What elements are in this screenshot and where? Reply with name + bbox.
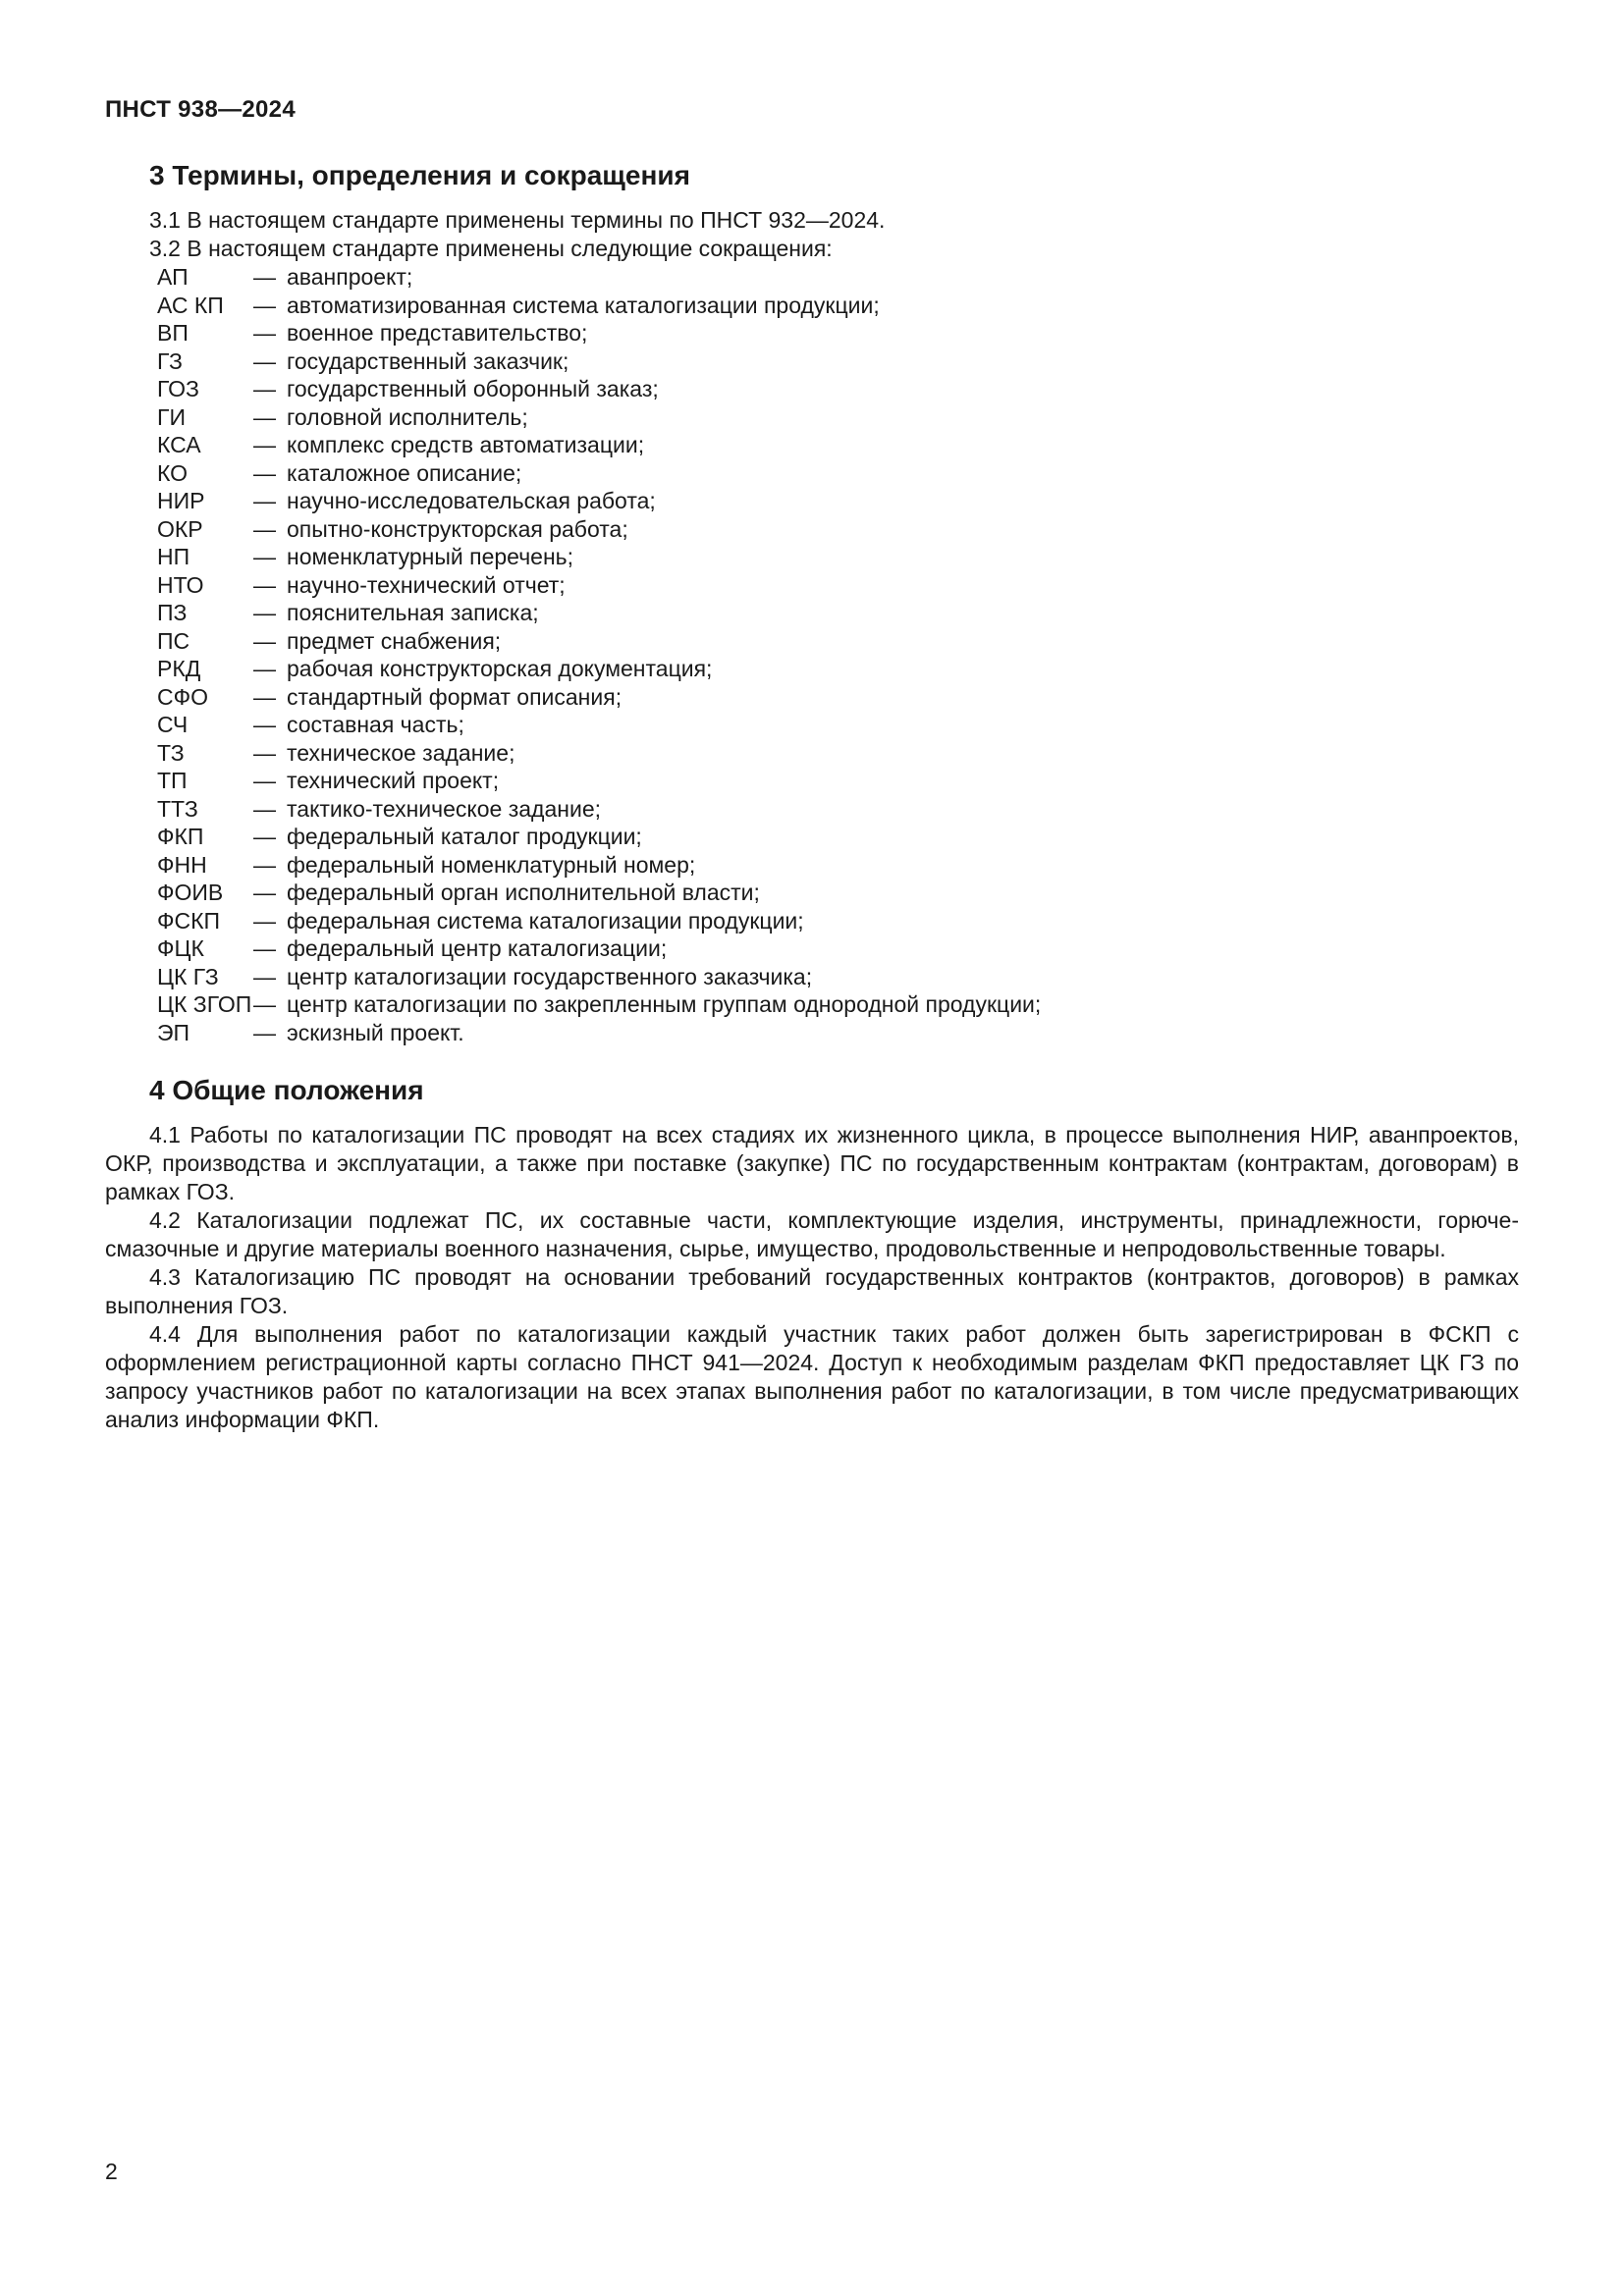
abbreviation-definition: головной исполнитель; [287, 403, 528, 430]
abbreviation-definition: федеральный каталог продукции; [287, 824, 642, 849]
abbreviation-row [157, 459, 1519, 488]
abbreviation-definition: составная часть; [287, 712, 464, 737]
abbreviation-dash: — [253, 795, 276, 822]
abbreviation-dash: — [253, 403, 276, 430]
abbreviation-dash: — [253, 824, 276, 849]
abbreviation-dash: — [253, 600, 276, 625]
abbreviation-term: НИР [157, 488, 205, 513]
section-4-paragraph: 4.3 Каталогизацию ПС проводят на основании требований государственных контрактов (контрактов, договоров) в рамках выполнения ГОЗ. [105, 1264, 1519, 1318]
abbreviation-row [157, 683, 1519, 712]
abbreviation-dash: — [253, 515, 276, 542]
abbreviation-dash: — [253, 571, 276, 598]
abbreviation-row [157, 739, 1519, 768]
abbreviation-term: НП [157, 544, 190, 569]
abbreviation-term: ПС [157, 627, 190, 654]
abbreviation-definition: научно-технический отчет; [287, 571, 566, 598]
abbreviation-term: ВП [157, 320, 189, 346]
abbreviation-definition: центр каталогизации по закрепленным группам однородной продукции; [287, 991, 1042, 1017]
abbreviation-dash: — [253, 907, 276, 934]
abbreviation-row [157, 823, 1519, 851]
abbreviation-definition: техническое задание; [287, 739, 515, 766]
abbreviation-term: ГЗ [157, 347, 183, 374]
abbreviation-term: ТТЗ [157, 795, 198, 822]
abbreviation-term: КО [157, 459, 189, 486]
abbreviation-dash: — [253, 963, 276, 989]
abbreviation-definition: комплекс средств автоматизации; [287, 432, 645, 457]
abbreviation-row [157, 487, 1519, 515]
abbreviation-dash: — [253, 488, 276, 513]
abbreviation-term: ФКП [157, 824, 204, 849]
abbreviation-row [157, 879, 1519, 907]
abbreviation-definition: предмет снабжения; [287, 627, 502, 654]
abbreviation-definition: федеральная система каталогизации продукции; [287, 907, 804, 934]
abbreviation-row [157, 655, 1519, 683]
abbreviation-row [157, 990, 1519, 1019]
abbreviation-term: ЦК ГЗ [157, 963, 219, 989]
abbreviation-term: ОКР [157, 515, 203, 542]
abbreviation-term: ФНН [157, 851, 207, 878]
abbreviation-row [157, 599, 1519, 627]
abbreviation-term: ФСКП [157, 907, 221, 934]
abbreviation-term: КСА [157, 432, 201, 457]
abbreviation-row [157, 319, 1519, 347]
abbreviation-dash: — [253, 432, 276, 457]
abbreviation-dash: — [253, 880, 276, 905]
abbreviation-term: АС КП [157, 292, 224, 318]
abbreviation-term: ГИ [157, 403, 186, 430]
document-code-header: ПНСТ 938—2024 [105, 96, 296, 123]
abbreviation-row [157, 963, 1519, 991]
abbreviation-dash: — [253, 459, 276, 486]
abbreviation-row [157, 1019, 1519, 1047]
abbreviation-dash: — [253, 991, 276, 1017]
abbreviation-row [157, 571, 1519, 600]
abbreviation-definition: стандартный формат описания; [287, 683, 623, 710]
abbreviation-definition: рабочая конструкторская документация; [287, 656, 713, 681]
section-4-paragraph: 4.1 Работы по каталогизации ПС проводят на всех стадиях их жизненного цикла, в процессе выполнения НИР, аванпроектов, ОКР, производства и эксплуатации, а также при поставке (закупке) ПС по государственным контрактам (контрактам, договорам) в рамках ГОЗ. [105, 1122, 1519, 1204]
abbreviation-definition: федеральный орган исполнительной власти; [287, 880, 760, 905]
abbreviation-definition: каталожное описание; [287, 459, 522, 486]
section-4-paragraph: 4.4 Для выполнения работ по каталогизации каждый участник таких работ должен быть зарегистрирован в ФСКП с оформлением регистрационной карты согласно ПНСТ 941—2024. Доступ к необходимым разделам ФКП предоставляет ЦК ГЗ по запросу участников работ по каталогизации на всех этапах выполнения работ по каталогизации, в том числе предусматривающих анализ информации ФКП. [105, 1321, 1519, 1432]
page-number: 2 [105, 2159, 118, 2184]
abbreviation-term: ГОЗ [157, 376, 199, 401]
abbreviation-dash: — [253, 851, 276, 878]
abbreviation-term: ФОИВ [157, 880, 224, 905]
abbreviation-definition: пояснительная записка; [287, 600, 539, 625]
abbreviation-row [157, 403, 1519, 432]
abbreviation-row [157, 934, 1519, 963]
abbreviation-dash: — [253, 739, 276, 766]
section-3-title: 3 Термины, определения и сокращения [149, 160, 690, 190]
abbreviation-dash: — [253, 683, 276, 710]
abbreviation-row [157, 375, 1519, 403]
abbreviation-dash: — [253, 1019, 276, 1045]
abbreviation-term: ТЗ [157, 739, 185, 766]
abbreviation-term: ЦК ЗГОП [157, 991, 252, 1017]
abbreviation-term: ПЗ [157, 600, 188, 625]
abbreviation-dash: — [253, 264, 276, 290]
abbreviation-term: НТО [157, 571, 204, 598]
section-4-title: 4 Общие положения [149, 1075, 424, 1105]
abbreviation-row [157, 515, 1519, 544]
abbreviation-definition: опытно-конструкторская работа; [287, 515, 628, 542]
paragraph-3-1: 3.1 В настоящем стандарте применены термины по ПНСТ 932—2024. [149, 207, 886, 233]
abbreviation-term: РКД [157, 656, 201, 681]
section-4-paragraphs [105, 1121, 1519, 1434]
abbreviation-dash: — [253, 712, 276, 737]
abbreviation-row [157, 431, 1519, 459]
abbreviation-definition: государственный заказчик; [287, 347, 569, 374]
section-4-paragraph: 4.2 Каталогизации подлежат ПС, их составные части, комплектующие изделия, инструменты, принадлежности, горюче-смазочные и другие материалы военного назначения, сырье, имущество, продовольственные и непродовольственные товары. [105, 1207, 1519, 1261]
abbreviation-row [157, 795, 1519, 824]
abbreviation-term: ЭП [157, 1019, 190, 1045]
abbreviation-definition: номенклатурный перечень; [287, 544, 574, 569]
abbreviations-list [157, 263, 1519, 1046]
abbreviation-definition: государственный оборонный заказ; [287, 376, 659, 401]
abbreviation-term: СФО [157, 683, 208, 710]
abbreviation-term: ТП [157, 768, 188, 793]
abbreviation-definition: тактико-техническое задание; [287, 795, 602, 822]
abbreviation-definition: военное представительство; [287, 320, 588, 346]
abbreviation-definition: научно-исследовательская работа; [287, 488, 656, 513]
abbreviation-definition: федеральный центр каталогизации; [287, 935, 668, 961]
abbreviation-row [157, 292, 1519, 320]
abbreviation-dash: — [253, 768, 276, 793]
abbreviation-definition: центр каталогизации государственного заказчика; [287, 963, 813, 989]
abbreviation-row [157, 767, 1519, 795]
abbreviation-term: АП [157, 264, 189, 290]
abbreviation-row [157, 347, 1519, 376]
abbreviation-definition: федеральный номенклатурный номер; [287, 851, 696, 878]
abbreviation-row [157, 263, 1519, 292]
abbreviation-dash: — [253, 627, 276, 654]
abbreviation-definition: технический проект; [287, 768, 500, 793]
abbreviation-definition: аванпроект; [287, 264, 413, 290]
abbreviation-dash: — [253, 935, 276, 961]
abbreviation-dash: — [253, 376, 276, 401]
abbreviation-definition: эскизный проект. [287, 1019, 464, 1045]
paragraph-3-2: 3.2 В настоящем стандарте применены следующие сокращения: [149, 236, 833, 261]
abbreviation-definition: автоматизированная система каталогизации продукции; [287, 292, 880, 318]
abbreviation-row [157, 543, 1519, 571]
abbreviation-dash: — [253, 656, 276, 681]
abbreviation-dash: — [253, 320, 276, 346]
abbreviation-row [157, 711, 1519, 739]
abbreviation-term: ФЦК [157, 935, 204, 961]
abbreviation-row [157, 627, 1519, 656]
abbreviation-row [157, 907, 1519, 935]
abbreviation-row [157, 851, 1519, 880]
abbreviation-dash: — [253, 347, 276, 374]
abbreviation-dash: — [253, 292, 276, 318]
abbreviation-dash: — [253, 544, 276, 569]
abbreviation-term: СЧ [157, 712, 189, 737]
